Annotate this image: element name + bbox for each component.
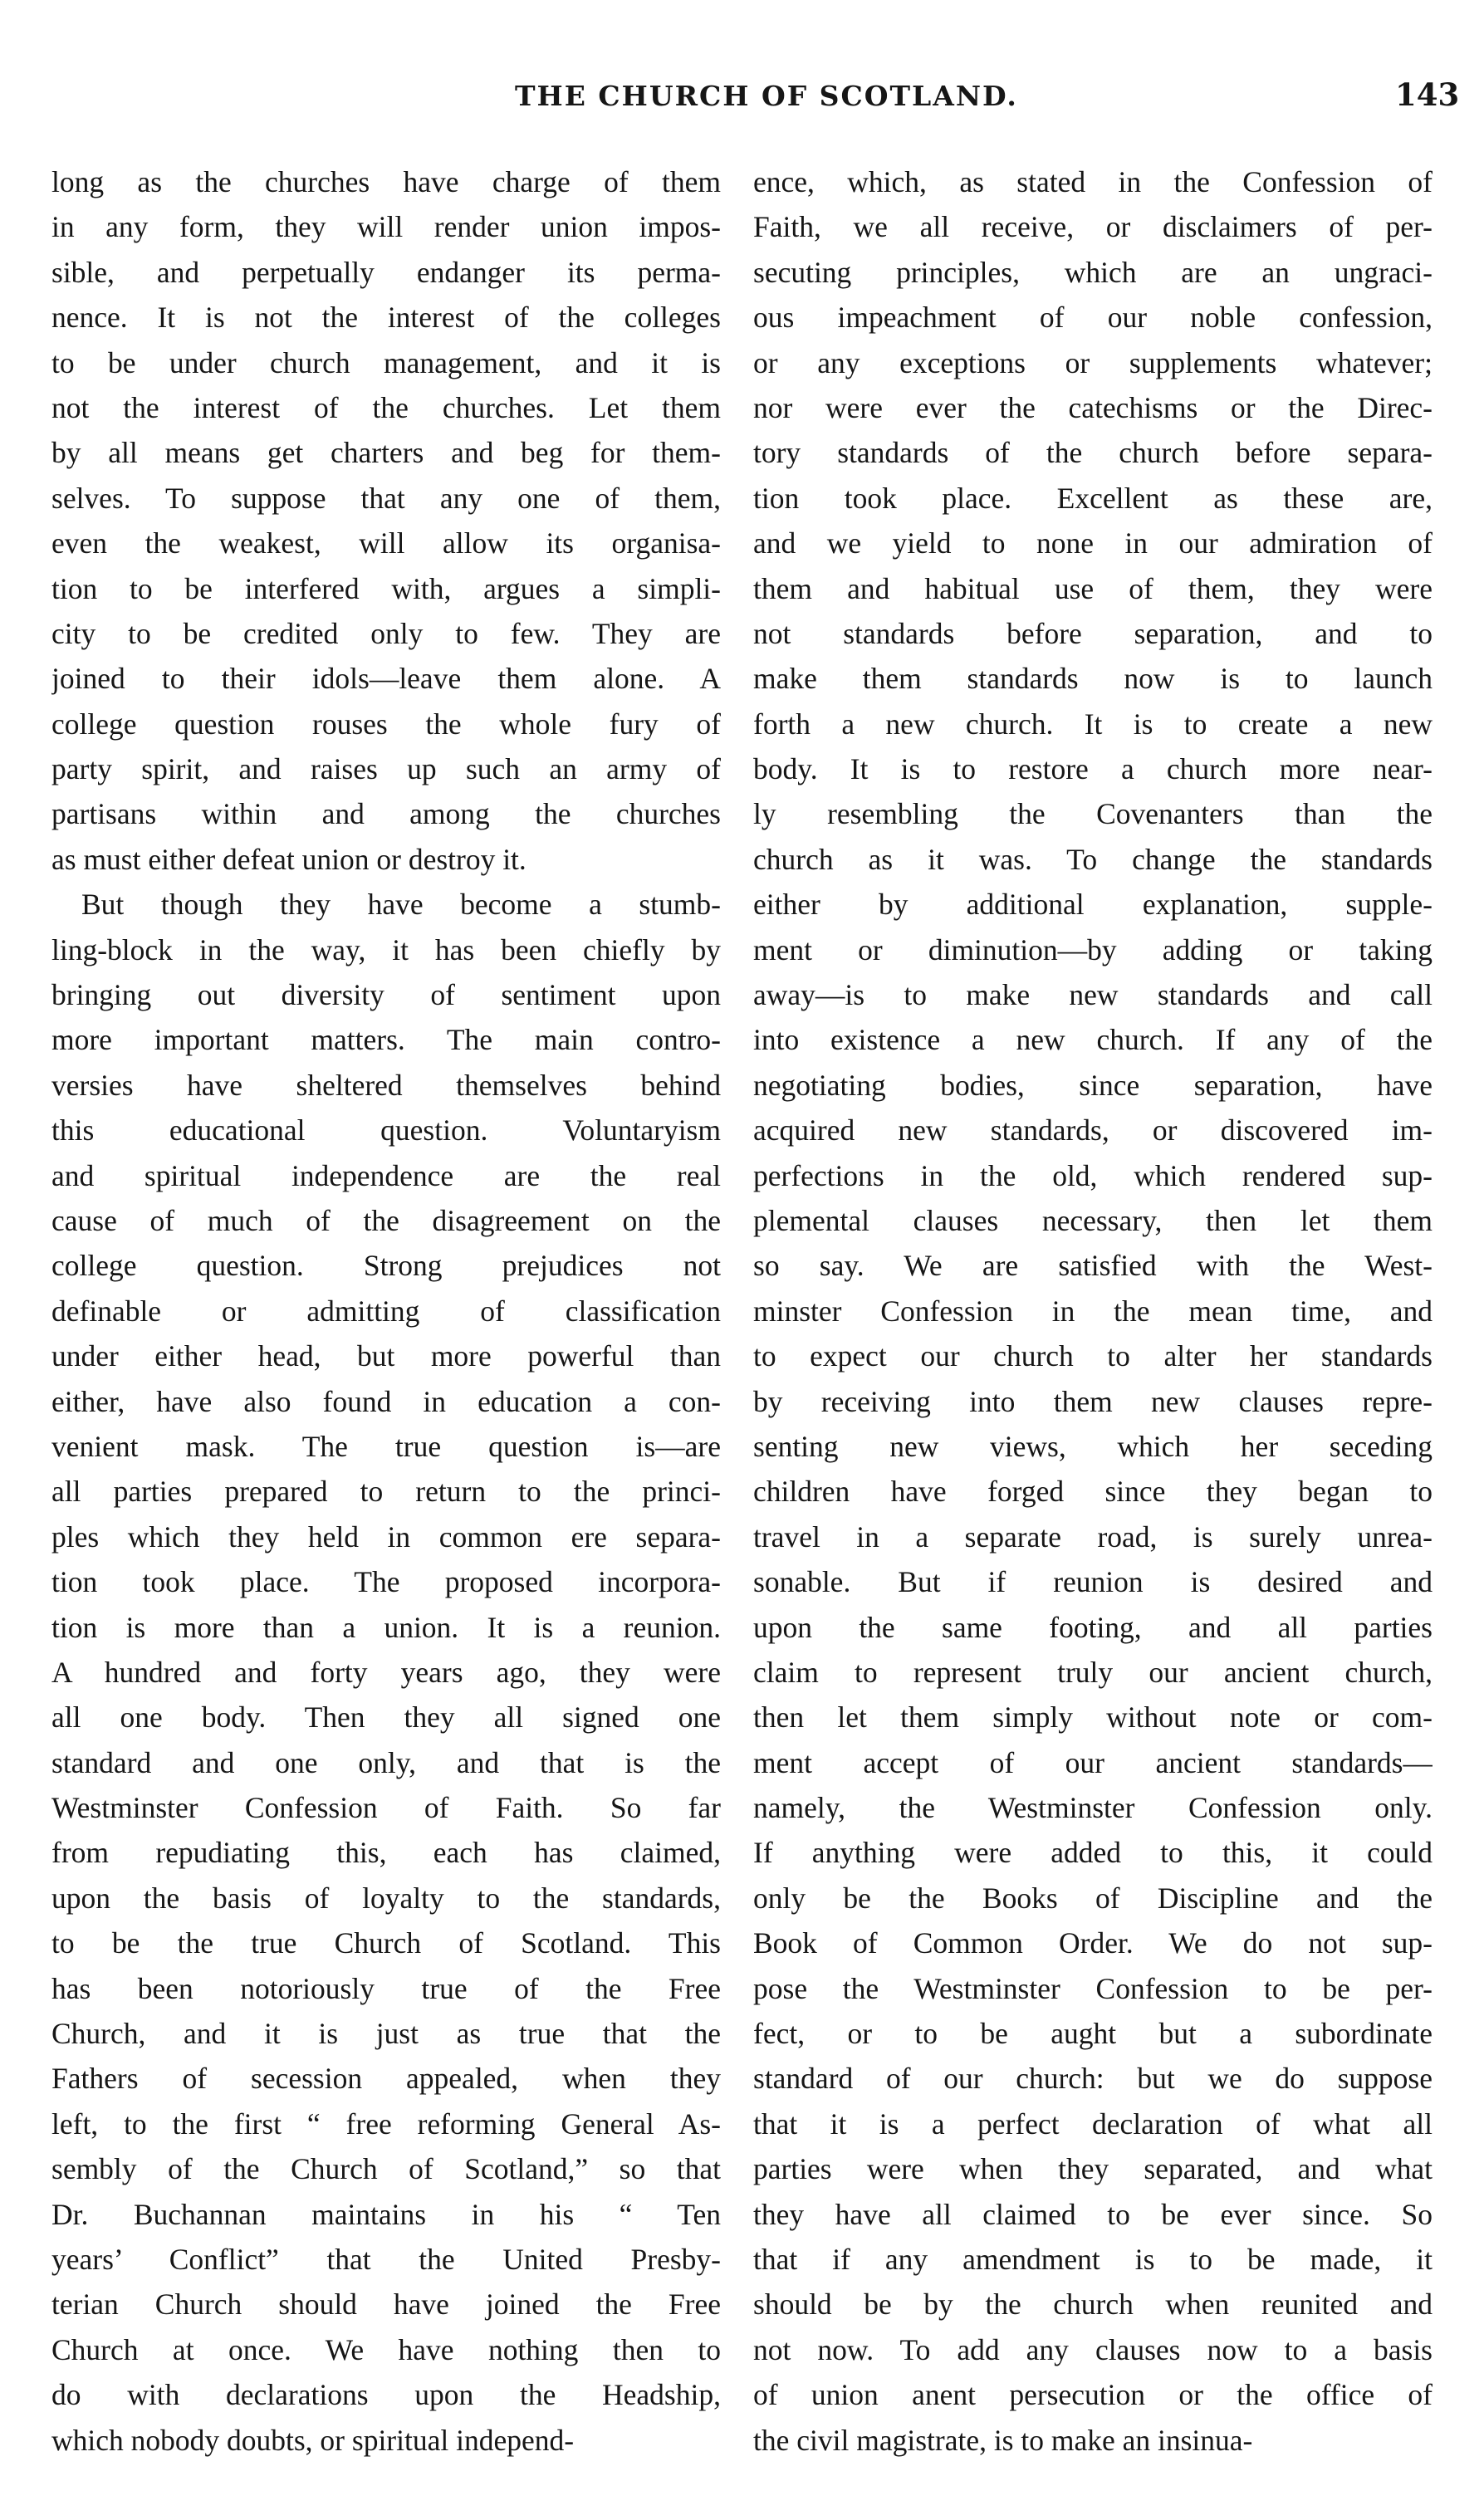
- text-line: upon the same footing, and all parties: [753, 1610, 1433, 1644]
- text-line: But though they have become a stumb-: [81, 888, 721, 922]
- text-line: from repudiating this, each has claimed,: [51, 1836, 721, 1870]
- text-line: Church, and it is just as true that the: [51, 2017, 721, 2051]
- text-line: not the interest of the churches. Let them: [51, 390, 721, 424]
- text-line: nence. It is not the interest of the colleges: [51, 301, 721, 335]
- text-line: forth a new church. It is to create a new: [753, 707, 1433, 741]
- text-line: senting new views, which her seceding: [753, 1429, 1433, 1463]
- text-line: ment or diminution—by adding or taking: [753, 932, 1433, 966]
- text-line: only be the Books of Discipline and the: [753, 1881, 1433, 1915]
- text-line: then let them simply without note or com-: [753, 1700, 1433, 1735]
- text-line: Fathers of secession appealed, when they: [51, 2062, 721, 2096]
- text-line: body. It is to restore a church more near-: [753, 752, 1433, 786]
- text-line: terian Church should have joined the Free: [51, 2288, 721, 2322]
- text-line: joined to their idols—leave them alone. A: [51, 662, 721, 696]
- left-column: [51, 159, 721, 2463]
- text-line: college question rouses the whole fury of: [51, 707, 721, 741]
- text-line: so say. We are satisfied with the West-: [753, 1249, 1433, 1283]
- text-line: party spirit, and raises up such an army of: [51, 752, 721, 786]
- text-line: tion to be interfered with, argues a simpli-: [51, 571, 721, 605]
- text-line: has been notoriously true of the Free: [51, 1971, 721, 2005]
- text-line: children have forged since they began to: [753, 1475, 1433, 1509]
- text-line: by all means get charters and beg for them-: [51, 436, 721, 470]
- text-line: upon the basis of loyalty to the standards,: [51, 1881, 721, 1915]
- text-line: sonable. But if reunion is desired and: [753, 1565, 1433, 1599]
- text-line: should be by the church when reunited and: [753, 2288, 1433, 2322]
- page-number: 143: [1395, 76, 1460, 113]
- text-line: left, to the first “ free reforming General As-: [51, 2107, 721, 2141]
- text-line: fect, or to be aught but a subordinate: [753, 2017, 1433, 2051]
- text-line: Faith, we all receive, or disclaimers of per-: [753, 210, 1433, 244]
- text-line: them and habitual use of them, they were: [753, 571, 1433, 605]
- text-line: Westminster Confession of Faith. So far: [51, 1791, 721, 1825]
- text-line: church as it was. To change the standards: [753, 842, 1433, 876]
- text-line: nor were ever the catechisms or the Direc-: [753, 390, 1433, 424]
- text-line: bringing out diversity of sentiment upon: [51, 978, 721, 1012]
- text-line: do with declarations upon the Headship,: [51, 2378, 721, 2412]
- text-line: plemental clauses necessary, then let them: [753, 1203, 1433, 1237]
- text-line: college question. Strong prejudices not: [51, 1249, 721, 1283]
- text-line: acquired new standards, or discovered im-: [753, 1113, 1433, 1147]
- text-line: claim to represent truly our ancient church,: [753, 1655, 1433, 1689]
- text-line: to be under church management, and it is: [51, 345, 721, 379]
- text-line: all one body. Then they all signed one: [51, 1700, 721, 1735]
- text-line: A hundred and forty years ago, they were: [51, 1655, 721, 1689]
- text-line: make them standards now is to launch: [753, 662, 1433, 696]
- text-line: ples which they held in common ere separa-: [51, 1519, 721, 1554]
- text-line: as must either defeat union or destroy it.: [51, 842, 527, 876]
- text-line: definable or admitting of classification: [51, 1294, 721, 1328]
- text-line: pose the Westminster Confession to be per-: [753, 1971, 1433, 2005]
- text-line: into existence a new church. If any of the: [753, 1023, 1433, 1057]
- text-line: to expect our church to alter her standards: [753, 1339, 1433, 1373]
- text-line: partisans within and among the churches: [51, 797, 721, 831]
- text-line: away—is to make new standards and call: [753, 978, 1433, 1012]
- text-line: ment accept of our ancient standards—: [753, 1745, 1433, 1779]
- running-title: THE CHURCH OF SCOTLAND.: [515, 80, 1018, 112]
- text-line: which nobody doubts, or spiritual independ-: [51, 2423, 575, 2457]
- text-line: selves. To suppose that any one of them,: [51, 481, 721, 515]
- text-line: travel in a separate road, is surely unrea-: [753, 1519, 1433, 1554]
- text-line: negotiating bodies, since separation, have: [753, 1068, 1433, 1102]
- text-line: of union anent persecution or the office of: [753, 2378, 1433, 2412]
- text-line: that if any amendment is to be made, it: [753, 2242, 1433, 2276]
- text-line: city to be credited only to few. They are: [51, 616, 721, 650]
- text-line: Book of Common Order. We do not sup-: [753, 1926, 1433, 1960]
- running-head: [50, 76, 1460, 130]
- text-line: not now. To add any clauses now to a basis: [753, 2332, 1433, 2366]
- text-line: namely, the Westminster Confession only.: [753, 1791, 1433, 1825]
- text-line: either by additional explanation, supple-: [753, 888, 1433, 922]
- text-line: cause of much of the disagreement on the: [51, 1203, 721, 1237]
- right-column: [753, 159, 1433, 2463]
- text-line: and we yield to none in our admiration of: [753, 526, 1433, 560]
- text-line: sembly of the Church of Scotland,” so that: [51, 2152, 721, 2186]
- text-line: tion took place. Excellent as these are,: [753, 481, 1433, 515]
- text-line: ence, which, as stated in the Confession of: [753, 165, 1433, 198]
- text-line: ly resembling the Covenanters than the: [753, 797, 1433, 831]
- text-line: under either head, but more powerful than: [51, 1339, 721, 1373]
- text-line: perfections in the old, which rendered sup-: [753, 1158, 1433, 1192]
- text-line: all parties prepared to return to the princi-: [51, 1475, 721, 1509]
- text-line: more important matters. The main contro-: [51, 1023, 721, 1057]
- text-line: ous impeachment of our noble confession,: [753, 301, 1433, 335]
- text-line: tory standards of the church before separa-: [753, 436, 1433, 470]
- text-line: by receiving into them new clauses repre-: [753, 1384, 1433, 1418]
- text-line: long as the churches have charge of them: [51, 165, 721, 198]
- text-line: ling-block in the way, it has been chiefly by: [51, 932, 721, 966]
- text-line: versies have sheltered themselves behind: [51, 1068, 721, 1102]
- text-line: If anything were added to this, it could: [753, 1836, 1433, 1870]
- text-line: parties were when they separated, and what: [753, 2152, 1433, 2186]
- text-line: standard and one only, and that is the: [51, 1745, 721, 1779]
- text-line: to be the true Church of Scotland. This: [51, 1926, 721, 1960]
- text-line: that it is a perfect declaration of what all: [753, 2107, 1433, 2141]
- text-line: this educational question. Voluntaryism: [51, 1113, 721, 1147]
- text-line: sible, and perpetually endanger its perma-: [51, 255, 721, 289]
- text-line: Church at once. We have nothing then to: [51, 2332, 721, 2366]
- text-line: or any exceptions or supplements whatever;: [753, 345, 1433, 379]
- text-line: years’ Conflict” that the United Presby-: [51, 2242, 721, 2276]
- text-line: venient mask. The true question is—are: [51, 1429, 721, 1463]
- text-line: standard of our church: but we do suppose: [753, 2062, 1433, 2096]
- text-line: even the weakest, will allow its organisa-: [51, 526, 721, 560]
- text-line: minster Confession in the mean time, and: [753, 1294, 1433, 1328]
- text-line: secuting principles, which are an ungraci-: [753, 255, 1433, 289]
- text-line: the civil magistrate, is to make an insinua-: [753, 2423, 1253, 2457]
- text-line: they have all claimed to be ever since. So: [753, 2197, 1433, 2231]
- text-line: tion took place. The proposed incorpora-: [51, 1565, 721, 1599]
- text-line: and spiritual independence are the real: [51, 1158, 721, 1192]
- text-line: in any form, they will render union impos-: [51, 210, 721, 244]
- text-line: either, have also found in education a con-: [51, 1384, 721, 1418]
- text-line: not standards before separation, and to: [753, 616, 1433, 650]
- text-line: tion is more than a union. It is a reunion.: [51, 1610, 721, 1644]
- text-line: Dr. Buchannan maintains in his “ Ten: [51, 2197, 721, 2231]
